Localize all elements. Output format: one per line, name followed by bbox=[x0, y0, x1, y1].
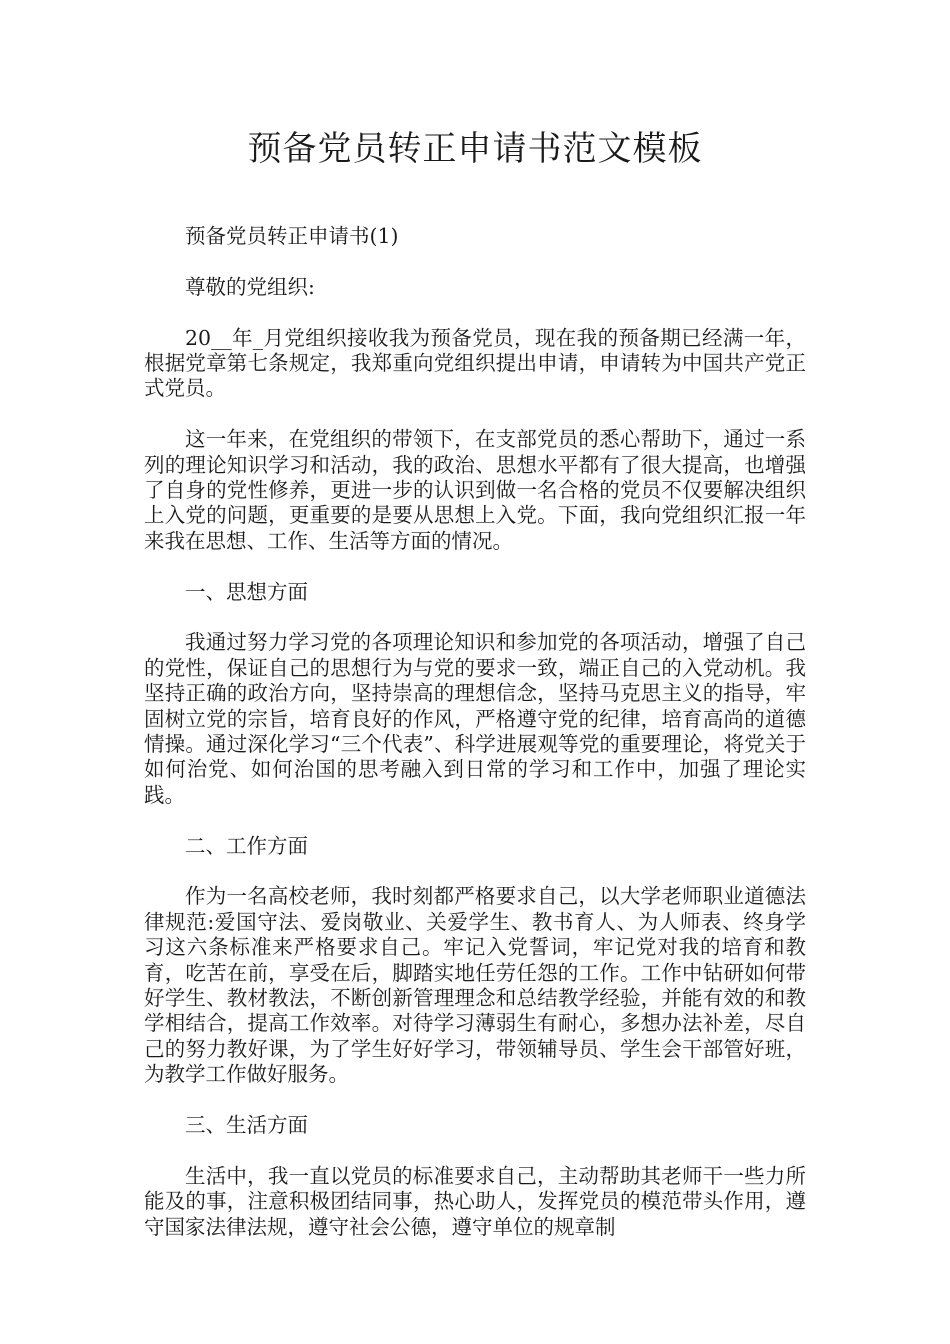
section-heading-thought: 一、思想方面 bbox=[185, 579, 308, 604]
document-body bbox=[144, 224, 806, 1266]
document-subtitle: 预备党员转正申请书(1) bbox=[185, 224, 399, 248]
paragraph-overview: 这一年来，在党组织的带领下，在支部党员的悉心帮助下，通过一系列的理论知识学习和活动，我的政治、思想水平都有了很大提高，也增强了自身的党性修养，更进一步的认识到做一名合格的党员不仅要解决组织上入党的问题，更重要的是要从思想上入党。下面，我向党组织汇报一年来我在思想、工作、生活等方面的情况。 bbox=[144, 427, 806, 553]
section-heading-work: 二、工作方面 bbox=[185, 833, 308, 858]
paragraph-intro: 20__年_月党组织接收我为预备党员，现在我的预备期已经满一年，根据党章第七条规定，我郑重向党组织提出申请，申请转为中国共产党正式党员。 bbox=[144, 325, 806, 401]
section-heading-life: 三、生活方面 bbox=[185, 1113, 308, 1138]
paragraph-life: 生活中，我一直以党员的标准要求自己，主动帮助其老师干一些力所能及的事，注意积极团结同事，热心助人，发挥党员的模范带头作用，遵守国家法律法规，遵守社会公德，遵守单位的规章制 bbox=[144, 1163, 806, 1239]
paragraph-thought: 我通过努力学习党的各项理论知识和参加党的各项活动，增强了自己的党性，保证自己的思想行为与党的要求一致，端正自己的入党动机。我坚持正确的政治方向，坚持崇高的理想信念，坚持马克思主义的指导，牢固树立党的宗旨，培育良好的作风，严格遵守党的纪律，培育高尚的道德情操。通过深化学习“三个代表”、科学进展观等党的重要理论，将党关于如何治党、如何治国的思考融入到日常的学习和工作中，加强了理论实践。 bbox=[144, 630, 806, 807]
salutation: 尊敬的党组织: bbox=[185, 274, 315, 299]
paragraph-work: 作为一名高校老师，我时刻都严格要求自己，以大学老师职业道德法律规范:爱国守法、爱岗敬业、关爱学生、教书育人、为人师表、终身学习这六条标准来严格要求自己。牢记入党誓词，牢记党对我的培育和教育，吃苦在前，享受在后，脚踏实地任劳任怨的工作。工作中钻研如何带好学生、教材教法，不断创新管理理念和总结教学经验，并能有效的和教学相结合，提高工作效率。对待学习薄弱生有耐心，多想办法补差，尽自己的努力教好课，为了学生好好学习，带领辅导员、学生会干部管好班，为教学工作做好服务。 bbox=[144, 884, 806, 1087]
document-title: 预备党员转正申请书范文模板 bbox=[247, 129, 703, 169]
